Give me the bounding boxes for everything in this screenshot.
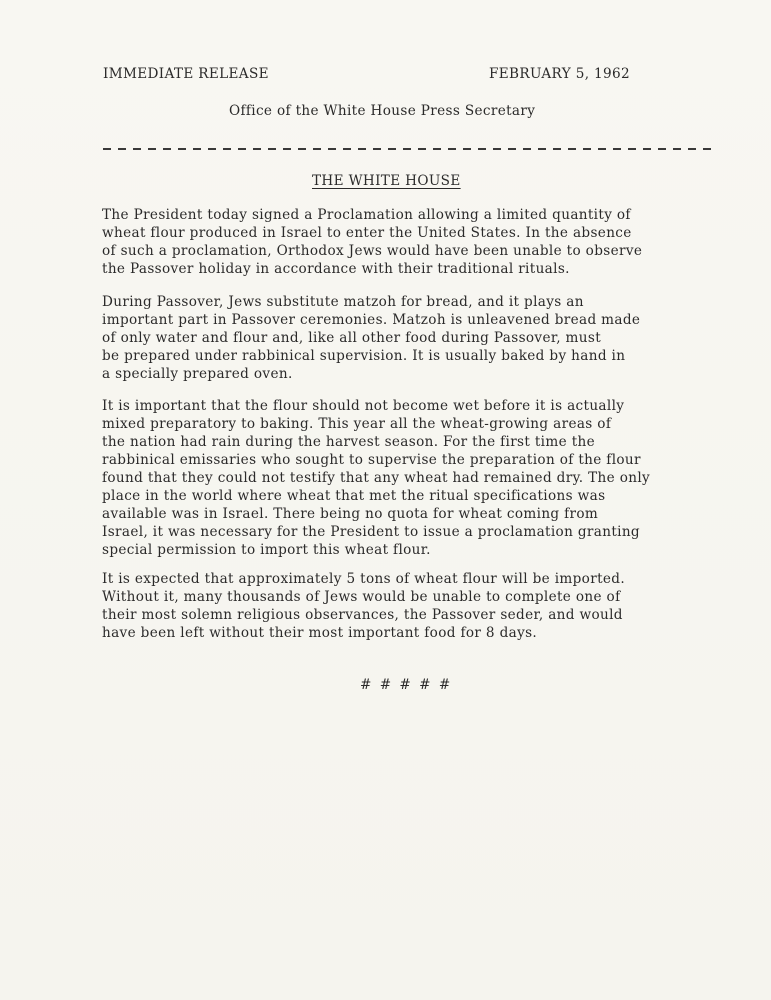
paragraph-line: found that they could not testify that any wheat had remained dry. The only — [102, 470, 651, 486]
paragraph-line: the nation had rain during the harvest season. For the first time the — [102, 434, 596, 450]
paragraph-line: Israel, it was necessary for the President to issue a proclamation granting — [102, 524, 640, 540]
paragraph-line: special permission to import this wheat flour. — [102, 542, 431, 558]
paragraph-line: a specially prepared oven. — [102, 366, 293, 382]
end-marks: # # # # # — [360, 677, 453, 693]
paragraph-line: their most solemn religious observances, the Passover seder, and would — [102, 607, 623, 623]
paragraph-line: be prepared under rabbinical supervision. It is usually baked by hand in — [102, 348, 626, 364]
paragraph-3 — [102, 397, 722, 559]
paragraph-4 — [102, 570, 722, 642]
paragraph-1 — [102, 206, 722, 278]
paragraph-line: place in the world where wheat that met the ritual specifications was — [102, 488, 606, 504]
office-line: Office of the White House Press Secretary — [229, 103, 536, 119]
paragraph-line: of such a proclamation, Orthodox Jews would have been unable to observe — [102, 243, 643, 259]
paragraph-line: It is expected that approximately 5 tons of wheat flour will be imported. — [102, 571, 625, 587]
paragraph-line: The President today signed a Proclamation allowing a limited quantity of — [102, 207, 631, 223]
paragraph-line: rabbinical emissaries who sought to supervise the preparation of the flour — [102, 452, 641, 468]
paragraph-line: It is important that the flour should not become wet before it is actually — [102, 398, 625, 414]
paragraph-line: of only water and flour and, like all other food during Passover, must — [102, 330, 602, 346]
document-title: THE WHITE HOUSE — [312, 173, 461, 189]
dashed-divider — [103, 148, 713, 150]
paragraph-line: the Passover holiday in accordance with their traditional rituals. — [102, 261, 570, 277]
paragraph-line: available was in Israel. There being no quota for wheat coming from — [102, 506, 599, 522]
paragraph-line: During Passover, Jews substitute matzoh for bread, and it plays an — [102, 294, 584, 310]
paragraph-line: mixed preparatory to baking. This year all the wheat-growing areas of — [102, 416, 612, 432]
paragraph-line: Without it, many thousands of Jews would be unable to complete one of — [102, 589, 621, 605]
paragraph-line: wheat flour produced in Israel to enter the United States. In the absence — [102, 225, 632, 241]
release-date: FEBRUARY 5, 1962 — [489, 66, 631, 82]
paragraph-2 — [102, 293, 722, 383]
paragraph-line: have been left without their most important food for 8 days. — [102, 625, 538, 641]
paragraph-line: important part in Passover ceremonies. Matzoh is unleavened bread made — [102, 312, 641, 328]
release-label: IMMEDIATE RELEASE — [103, 66, 269, 82]
